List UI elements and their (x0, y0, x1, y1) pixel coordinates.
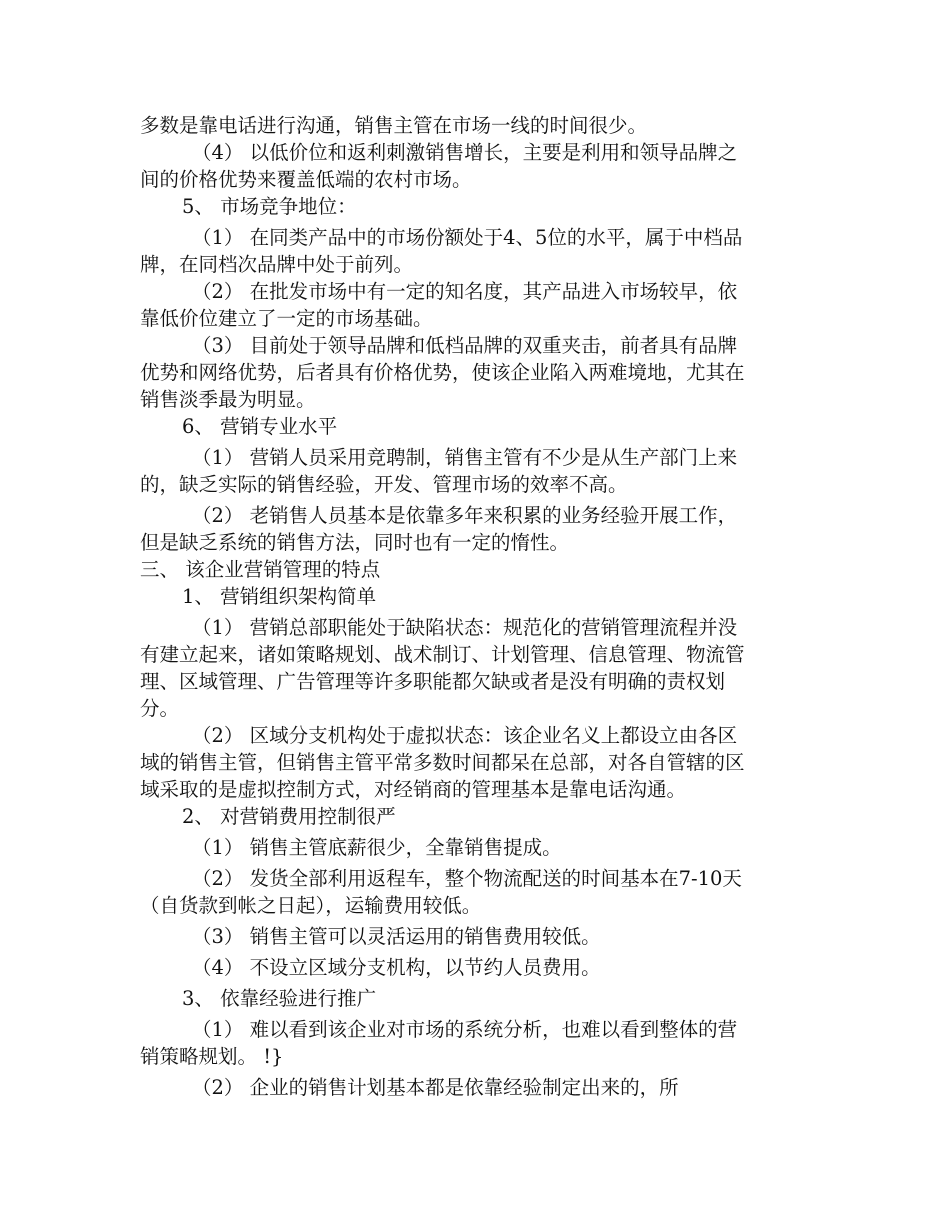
paragraph: （2） 在批发市场中有一定的知名度，其产品进入市场较早，依靠低价位建立了一定的市场基础。 (140, 280, 738, 330)
paragraph: （1） 难以看到该企业对市场的系统分析，也难以看到整体的营销策略规划。 !} (140, 1018, 738, 1068)
document-body (140, 112, 745, 1101)
paragraph: （1） 营销总部职能处于缺陷状态：规范化的营销管理流程并没有建立起来，诸如策略规划、战术制订、计划管理、信息管理、物流管理、区域管理、广告管理等许多职能都欠缺或者是没有明确的责权划分。 (140, 616, 745, 720)
section-heading: 3、 依靠经验进行推广 (182, 987, 377, 1010)
paragraph: （2） 企业的销售计划基本都是依靠经验制定出来的，所 (192, 1076, 679, 1099)
paragraph: （4） 不设立区域分支机构，以节约人员费用。 (192, 956, 601, 979)
paragraph: （3） 销售主管可以灵活运用的销售费用较低。 (192, 925, 601, 948)
paragraph: （3） 目前处于领导品牌和低档品牌的双重夹击，前者具有品牌优势和网络优势，后者具有价格优势，使该企业陷入两难境地，尤其在销售淡季最为明显。 (140, 334, 745, 411)
section-heading: 2、 对营销费用控制很严 (182, 805, 396, 828)
paragraph: （4） 以低价位和返利刺激销售增长，主要是利用和领导品牌之间的价格优势来覆盖低端的农村市场。 (140, 141, 738, 191)
paragraph: （2） 区域分支机构处于虚拟状态：该企业名义上都设立由各区域的销售主管，但销售主管平常多数时间都呆在总部，对各自管辖的区域采取的是虚拟控制方式，对经销商的管理基本是靠电话沟通。 (140, 724, 745, 801)
section-heading: 1、 营销组织架构简单 (182, 585, 377, 608)
paragraph: （1） 销售主管底薪很少，全靠销售提成。 (192, 836, 562, 859)
chapter-heading: 三、 该企业营销管理的特点 (140, 558, 381, 581)
paragraph: （2） 老销售人员基本是依靠多年来积累的业务经验开展工作，但是缺乏系统的销售方法，同时也有一定的惰性。 (140, 504, 738, 554)
paragraph: （1） 营销人员采用竞聘制，销售主管有不少是从生产部门上来的，缺乏实际的销售经验，开发、管理市场的效率不高。 (140, 446, 738, 496)
section-heading: 6、 营销专业水平 (182, 415, 338, 438)
paragraph: 多数是靠电话进行沟通，销售主管在市场一线的时间很少。 (140, 114, 648, 137)
paragraph: （1） 在同类产品中的市场份额处于4、5位的水平，属于中档品牌，在同档次品牌中处于前列。 (140, 226, 743, 276)
section-heading: 5、 市场竞争地位： (182, 195, 357, 218)
paragraph: （2） 发货全部利用返程车，整个物流配送的时间基本在7-10天（自货款到帐之日起），运输费用较低。 (140, 867, 742, 917)
